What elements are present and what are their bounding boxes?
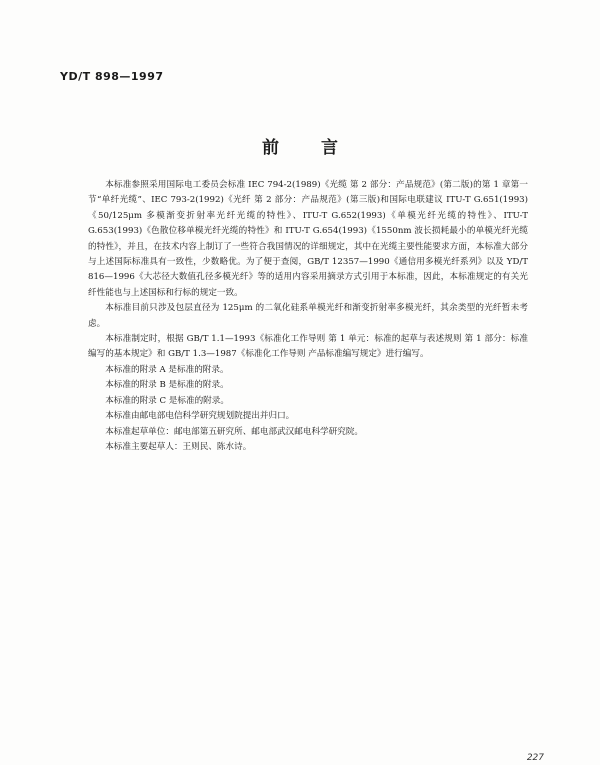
paragraph-drafting-units: 本标准起草单位：邮电部第五研究所、邮电部武汉邮电科学研究院。 xyxy=(105,426,364,437)
page-number: 227 xyxy=(526,753,544,763)
paragraph-scope: 本标准目前只涉及包层直径为 125μm 的二氧化硅系单模光纤和渐变折射率多模光纤，其余类型的光纤暂未考虑。 xyxy=(88,303,528,329)
document-code: YD/T 898—1997 xyxy=(60,70,164,83)
paragraph-appendix-a: 本标准的附录 A 是标准的附录。 xyxy=(105,364,229,375)
paragraph-appendix-b: 本标准的附录 B 是标准的附录。 xyxy=(105,380,229,391)
paragraph-references: 本标准参照采用国际电工委员会标准 IEC 794-2(1989)《光缆 第 2 部分：产品规范》(第二版)的第 1 章第一节“单纤光缆”、IEC 793-2(1992)《光纤 第 2 部分：产品规范》(第三版)和国际电联建议 ITU-T G.651(1993)《50/125μm 多模渐变折射率光纤光缆的特性》、ITU-T G.652(1993)《单模光纤光缆的特性》、ITU-T G.653(1993)《色散位移单模光纤光缆的特性》和 ITU-T G.654(1993)《1550nm 波长损耗最小的单模光纤光缆的特性》，并且，在技术内容上制订了一些符合我国情况的详细规定，其中在光缆主要性能要求方面，本标准大部分与上述国际标准具有一致性，少数略优。为了便于查阅，GB/T 12357—1990《通信用多模光纤系列》以及 YD/T 816—1996《大芯径大数值孔径多模光纤》等的适用内容采用摘录方式引用于本标准，因此，本标准规定的有关光纤性能也与上述国标和行标的规定一致。 xyxy=(88,180,528,298)
page-title: 前言 xyxy=(262,138,380,158)
paragraph-drafters: 本标准主要起草人：王则民、陈水诗。 xyxy=(105,441,252,452)
paragraph-drafting-rules: 本标准制定时，根据 GB/T 1.1—1993《标准化工作导则 第 1 单元：标准的起草与表述规则 第 1 部分：标准编写的基本规定》和 GB/T 1.3—1987《标准化工作导则 产品标准编写规定》进行编写。 xyxy=(88,334,528,360)
foreword-body xyxy=(88,178,528,455)
paragraph-proposer: 本标准由邮电部电信科学研究规划院提出并归口。 xyxy=(105,411,295,422)
paragraph-appendix-c: 本标准的附录 C 是标准的附录。 xyxy=(105,395,229,406)
